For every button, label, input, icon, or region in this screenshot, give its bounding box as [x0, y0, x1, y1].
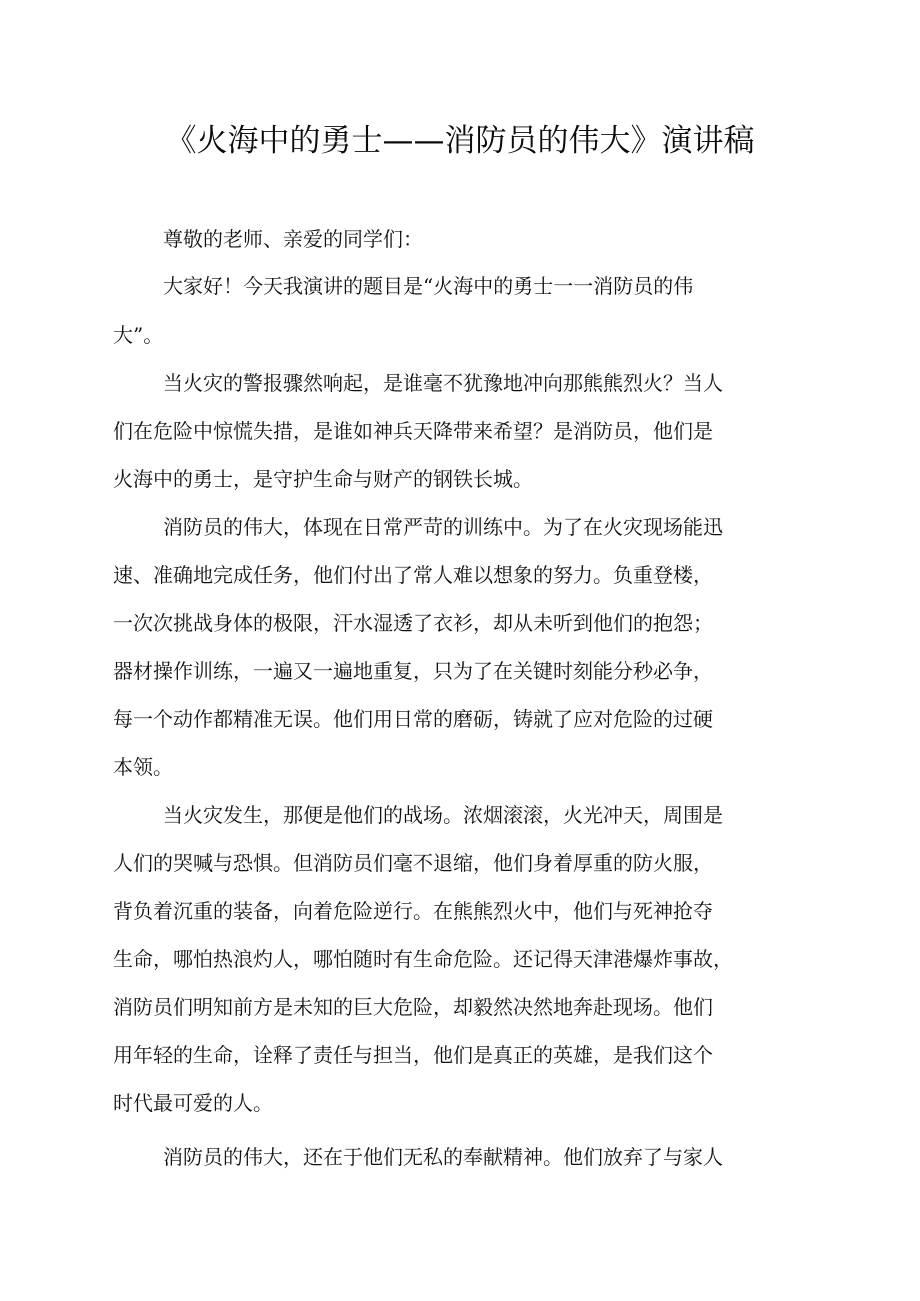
text-line: 们在危险中惊慌失措，是谁如神兵天降带来希望？是消防员，他们是	[113, 419, 713, 443]
text-line: 时代最可爱的人。	[113, 1091, 273, 1115]
text-line: 大家好！今天我演讲的题目是“火海中的勇士一一消防员的伟	[163, 274, 694, 298]
text-line: 一次次挑战身体的极限，汗水湿透了衣衫，却从未听到他们的抱怨；	[113, 611, 713, 635]
text-line: 消防员的伟大，还在于他们无私的奉献精神。他们放弃了与家人	[163, 1145, 723, 1169]
text-line: 人们的哭喊与恐惧。但消防员们毫不退缩，他们身着厚重的防火服，	[113, 851, 713, 875]
document-title: 《火海中的勇士——消防员的伟大》演讲稿	[165, 123, 755, 159]
text-line: 本领。	[113, 755, 173, 779]
text-line: 火海中的勇士，是守护生命与财产的钢铁长城。	[113, 467, 533, 491]
text-line: 生命，哪怕热浪灼人，哪怕随时有生命危险。还记得天津港爆炸事故，	[113, 947, 733, 971]
text-line: 每一个动作都精准无误。他们用日常的磨砺，铸就了应对危险的过硬	[113, 707, 713, 731]
text-line: 大”。	[113, 323, 164, 347]
text-line: 用年轻的生命，诠释了责任与担当，他们是真正的英雄，是我们这个	[113, 1043, 713, 1067]
text-line: 尊敬的老师、亲爱的同学们：	[163, 227, 423, 251]
text-line: 速、准确地完成任务，他们付出了常人难以想象的努力。负重登楼，	[113, 563, 713, 587]
text-line: 器材操作训练，一遍又一遍地重复，只为了在关键时刻能分秒必争，	[113, 659, 713, 683]
text-line: 当火灾发生，那便是他们的战场。浓烟滚滚，火光冲天，周围是	[163, 803, 723, 827]
text-line: 当火灾的警报骤然响起，是谁毫不犹豫地冲向那熊熊烈火？当人	[163, 371, 723, 395]
text-line: 背负着沉重的装备，向着危险逆行。在熊熊烈火中，他们与死神抢夺	[113, 899, 713, 923]
text-line: 消防员们明知前方是未知的巨大危险，却毅然决然地奔赴现场。他们	[113, 995, 713, 1019]
text-line: 消防员的伟大，体现在日常严苛的训练中。为了在火灾现场能迅	[163, 515, 723, 539]
